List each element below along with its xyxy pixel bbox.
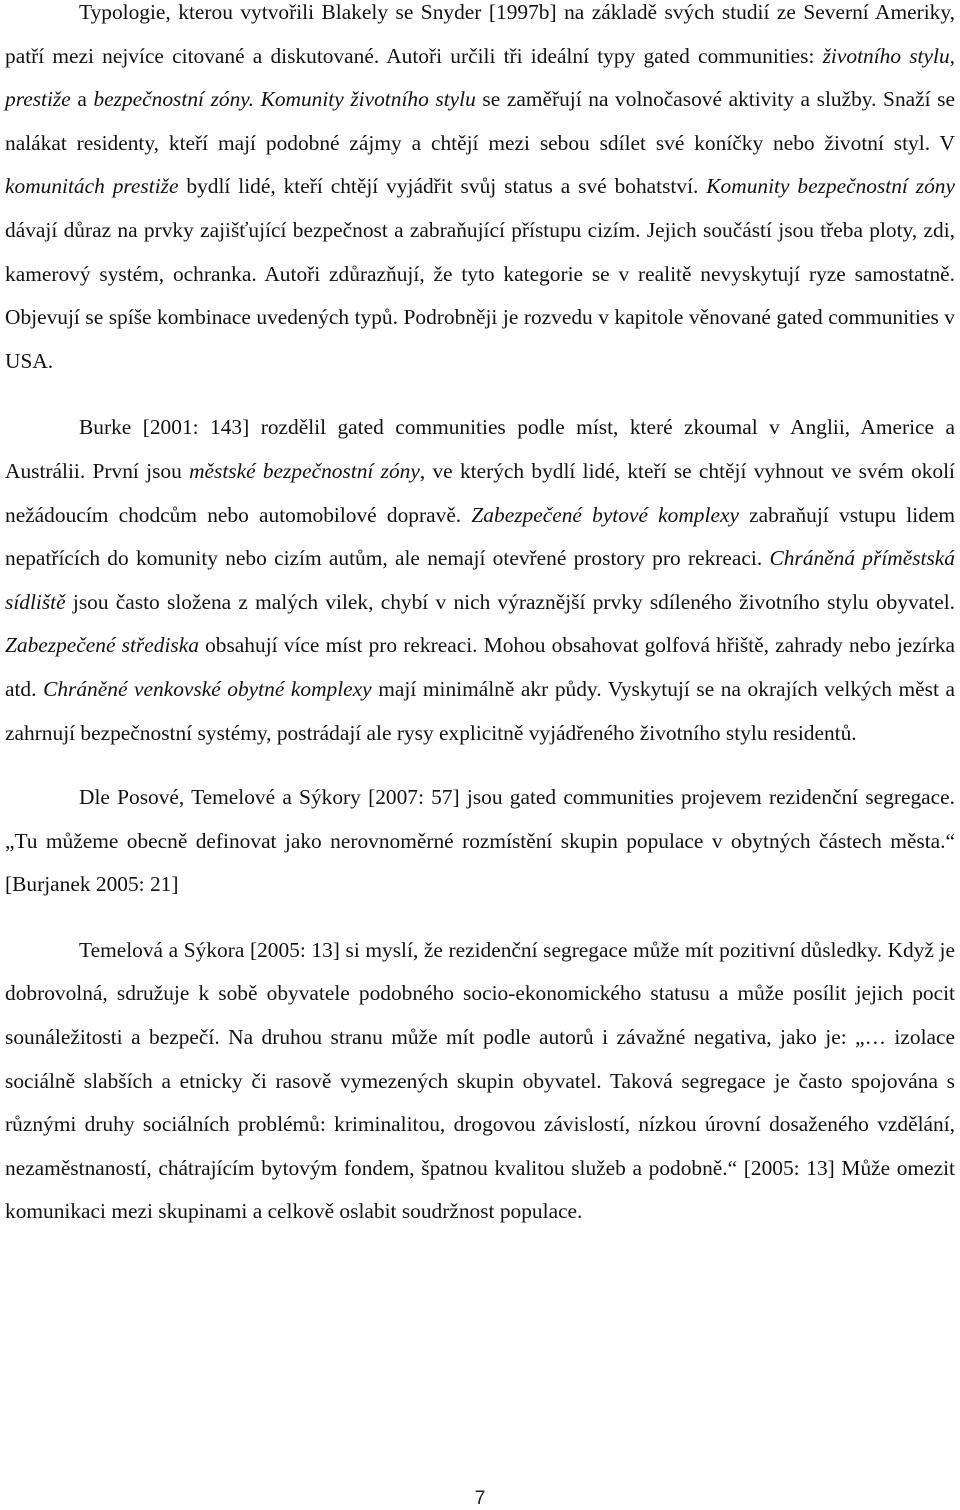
- italic-term: Zabezpečené bytové komplexy: [471, 502, 739, 527]
- text-run: Temelová a Sýkora [2005: 13] si myslí, že rezidenční segregace může mít pozitivní důsledky. Když je dobrovolná, sdružuje k sobě obyvatele podobného socio-ekonomického statusu a může posílit jejich pocit sounáležitosti a bezpečí. Na druhou stranu může mít podle autorů i závažné negativa, jako je: „… izolace sociálně slabších a etnicky či rasově vymezených skupin obyvatel. Taková segregace je často spojována s různými druhy sociálních problémů: kriminalitou, drogovou závislostí, nízkou úrovní dosaženého vzdělání, nezaměstnaností, chátrajícím bytovým fondem, špatnou kvalitou služeb a podobně.“ [2005: 13] Může omezit komunikaci mezi skupinami a celkově oslabit soudržnost populace.: [5, 937, 955, 1224]
- text-run: a: [70, 87, 94, 112]
- italic-term: Chráněné venkovské obytné komplexy: [43, 676, 372, 701]
- italic-term: Komunity životního stylu: [260, 87, 476, 112]
- text-run: Burke [2001: 143] rozdělil gated communities podle míst, které zkoumal v Anglii, Americe a Austrálii. První jsou: [5, 415, 955, 483]
- text-run: obsahují více míst pro rekreaci. Mohou obsahovat golfová hřiště, zahrady nebo jezírka atd.: [5, 633, 956, 701]
- paragraph-burke-classification: [5, 406, 955, 755]
- text-run: Typologie, kterou vytvořili Blakely se Snyder [1997b] na základě svých studií ze Severní Ameriky, patří mezi nejvíce citované a diskutované. Autoři určili tři ideální typy gated communities:: [5, 0, 955, 68]
- text-run: se zaměřují na volnočasové aktivity a služby. Snaží se nalákat residenty, kteří mají podobné zájmy a chtějí mezi sebou sdílet své koníčky nebo životní styl. V: [5, 87, 955, 155]
- text-run: Dle Posové, Temelové a Sýkory [2007: 57] jsou gated communities projevem rezidenční segregace. „Tu můžeme obecně definovat jako nerovnoměrné rozmístění skupin populace v obytných částech města.“ [Burjanek 2005: 21]: [5, 785, 955, 897]
- text-run: jsou často složena z malých vilek, chybí v nich výraznější prvky sdíleného životního stylu obyvatel.: [65, 589, 955, 614]
- italic-term: Komunity bezpečnostní zóny: [706, 174, 955, 199]
- italic-term: komunitách prestiže: [5, 174, 179, 199]
- text-run: , ve kterých bydlí lidé, kteří se chtějí vyhnout ve svém okolí nežádoucím chodcům nebo automobilové dopravě.: [5, 458, 955, 527]
- text-run: dávají důraz na prvky zajišťující bezpečnost a zabraňující přístupu cizím. Jejich součástí jsou třeba ploty, zdi, kamerový systém, ochranka. Autoři zdůrazňují, že tyto kategorie se v realitě nevyskytují ryze samostatně. Objevují se spíše kombinace uvedených typů. Podrobněji je rozvedu v kapitole věnované gated communities v USA.: [5, 217, 955, 373]
- italic-term: bezpečnostní zóny.: [93, 87, 254, 112]
- text-run: [254, 87, 261, 111]
- text-run: bydlí lidé, kteří chtějí vyjádřit svůj status a své bohatství.: [178, 174, 707, 199]
- italic-term: Zabezpečené střediska: [5, 633, 199, 658]
- italic-term: životního stylu, prestiže: [5, 43, 955, 112]
- italic-term: městské bezpečnostní zóny: [189, 458, 420, 483]
- paragraph-segregation-consequences: [5, 929, 955, 1234]
- text-run: zabraňují vstupu lidem nepatřících do komunity nebo cizím autům, ale nemají otevřené prostory pro rekreaci.: [5, 502, 955, 571]
- paragraph-residential-segregation: [5, 776, 955, 907]
- page-number: 7: [474, 1488, 486, 1509]
- italic-term: Chráněná příměstská sídliště: [5, 546, 955, 614]
- paragraph-typology-blakely-snyder: [5, 0, 955, 383]
- document-page: [5, 0, 955, 1234]
- text-run: mají minimálně akr půdy. Vyskytují se na okrajích velkých měst a zahrnují bezpečnostní systémy, postrádají ale rysy explicitně vyjádřeného životního stylu residentů.: [5, 676, 956, 745]
